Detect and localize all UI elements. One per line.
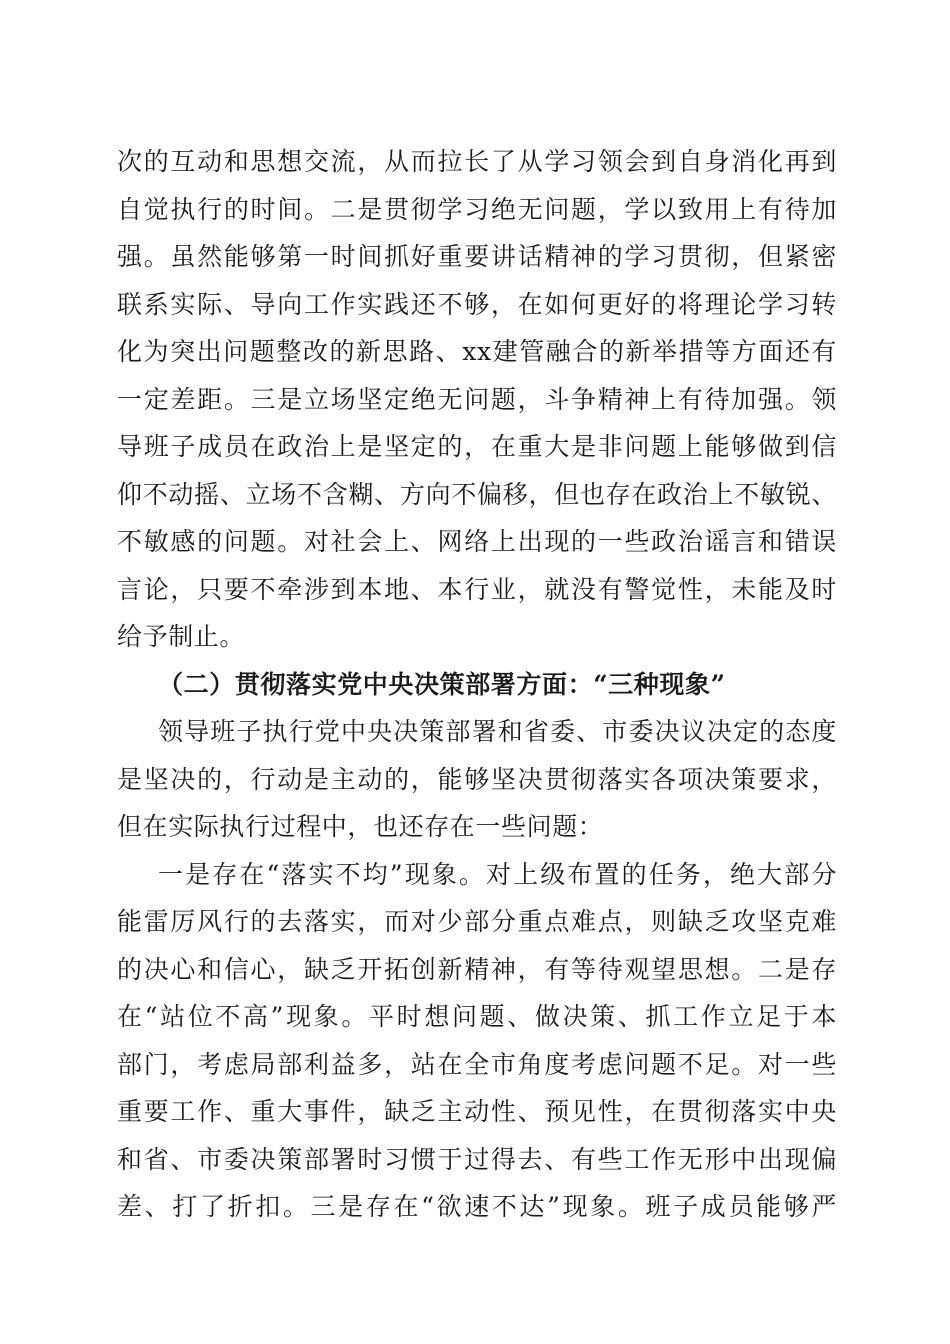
paragraph-line: 在“站位不高”现象。平时想问题、做决策、抓工作立足于本 xyxy=(117,1002,837,1031)
paragraph-line: 化为突出问题整改的新思路、xx建管融合的新举措等方面还有 xyxy=(117,337,837,366)
paragraph-line: 是坚决的，行动是主动的，能够坚决贯彻落实各项决策要求， xyxy=(117,765,837,794)
paragraph-line: 和省、市委决策部署时习惯于过得去、有些工作无形中出现偏 xyxy=(117,1145,837,1174)
paragraph-line: 言论，只要不牵涉到本地、本行业，就没有警觉性，未能及时 xyxy=(117,575,837,604)
paragraph-line: 自觉执行的时间。二是贯彻学习绝无问题，学以致用上有待加 xyxy=(117,195,837,224)
paragraph-line: 导班子成员在政治上是坚定的，在重大是非问题上能够做到信 xyxy=(117,432,837,461)
paragraph-line: 次的互动和思想交流，从而拉长了从学习领会到自身消化再到 xyxy=(117,147,837,176)
paragraph-line: 联系实际、导向工作实践还不够，在如何更好的将理论学习转 xyxy=(117,290,837,319)
paragraph-line: 强。虽然能够第一时间抓好重要讲话精神的学习贯彻，但紧密 xyxy=(117,242,837,271)
paragraph-line: 能雷厉风行的去落实，而对少部分重点难点，则缺乏攻坚克难 xyxy=(117,907,837,936)
paragraph-line: 差、打了折扣。三是存在“欲速不达”现象。班子成员能够严 xyxy=(117,1192,837,1221)
paragraph-line: 仰不动摇、立场不含糊、方向不偏移，但也存在政治上不敏锐、 xyxy=(117,480,837,509)
paragraph-line: 不敏感的问题。对社会上、网络上出现的一些政治谣言和错误 xyxy=(117,527,837,556)
paragraph-line: 领导班子执行党中央决策部署和省委、市委决议决定的态度 xyxy=(158,717,837,746)
paragraph-line: 但在实际执行过程中，也还存在一些问题： xyxy=(117,812,604,841)
paragraph-line: 一是存在“落实不均”现象。对上级布置的任务，绝大部分 xyxy=(158,860,837,889)
paragraph-line: 一定差距。三是立场坚定绝无问题，斗争精神上有待加强。领 xyxy=(117,385,837,414)
section-heading: （二）贯彻落实党中央决策部署方面：“三种现象” xyxy=(158,670,726,699)
paragraph-line: 重要工作、重大事件，缺乏主动性、预见性，在贯彻落实中央 xyxy=(117,1097,837,1126)
paragraph-line: 的决心和信心，缺乏开拓创新精神，有等待观望思想。二是存 xyxy=(117,955,837,984)
paragraph-line: 部门，考虑局部利益多，站在全市角度考虑问题不足。对一些 xyxy=(117,1050,837,1079)
paragraph-line: 给予制止。 xyxy=(117,622,246,651)
